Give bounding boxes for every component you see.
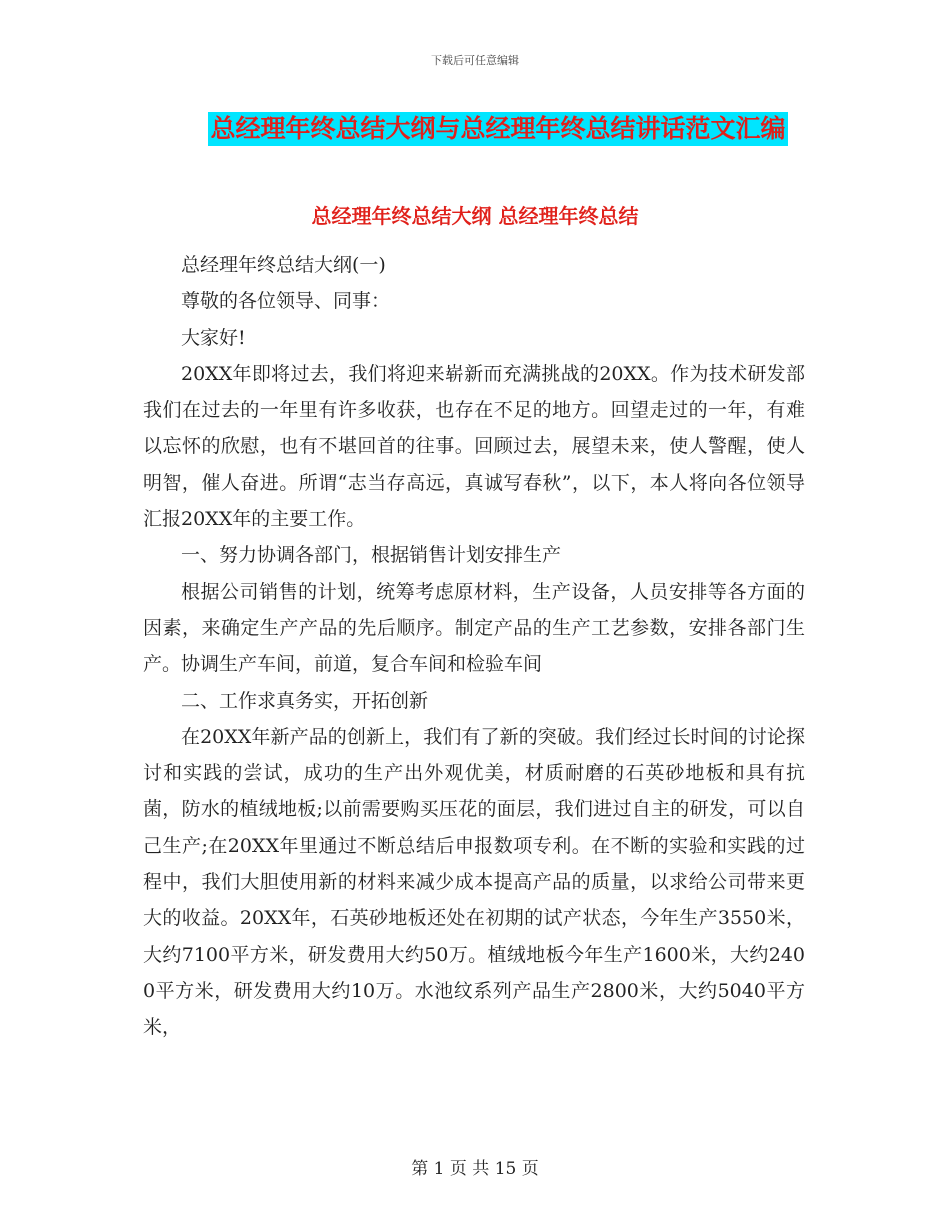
paragraph: 二、工作求真务实，开拓创新	[181, 689, 429, 712]
section-title: 总经理年终总结大纲 总经理年终总结	[311, 204, 639, 228]
paragraph: 20XX年即将过去，我们将迎来崭新而充满挑战的20XX。作为技术研发部我们在过去的一年里有许多收获，也存在不足的地方。回望走过的一年，有难以忘怀的欣慰，也有不堪回首的往事。回顾过去，展望未来，使人警醒，使人明智，催人奋进。所谓“志当存高远，真诚写春秋”，以下，本人将向各位领导汇报20XX年的主要工作。	[143, 362, 805, 531]
paragraph: 尊敬的各位领导、同事：	[181, 290, 391, 313]
document-title: 总经理年终总结大纲与总经理年终总结讲话范文汇编	[208, 112, 787, 146]
document-title-container	[0, 112, 950, 146]
paragraph: 大家好!	[181, 326, 246, 349]
document-body	[143, 247, 805, 1046]
paragraph: 总经理年终总结大纲(一)	[181, 254, 386, 276]
page-header-note: 下载后可任意编辑	[431, 54, 519, 67]
paragraph: 一、努力协调各部门，根据销售计划安排生产	[181, 544, 562, 567]
paragraph: 根据公司销售的计划，统筹考虑原材料，生产设备，人员安排等各方面的因素，来确定生产产品的先后顺序。制定产品的生产工艺参数，安排各部门生产。协调生产车间，前道，复合车间和检验车间	[143, 580, 805, 676]
paragraph: 在20XX年新产品的创新上，我们有了新的突破。我们经过长时间的讨论探讨和实践的尝试，成功的生产出外观优美，材质耐磨的石英砂地板和具有抗菌，防水的植绒地板;以前需要购买压花的面层，我们进过自主的研发，可以自己生产;在20XX年里通过不断总结后申报数项专利。在不断的实验和实践的过程中，我们大胆使用新的材料来减少成本提高产品的质量，以求给公司带来更大的收益。20XX年，石英砂地板还处在初期的试产状态，今年生产3550米，大约7100平方米，研发费用大约50万。植绒地板今年生产1600米，大约2400平方米，研发费用大约10万。水池纹系列产品生产2800米，大约5040平方米，	[143, 725, 805, 1039]
page-footer: 第 1 页 共 15 页	[411, 1159, 539, 1179]
